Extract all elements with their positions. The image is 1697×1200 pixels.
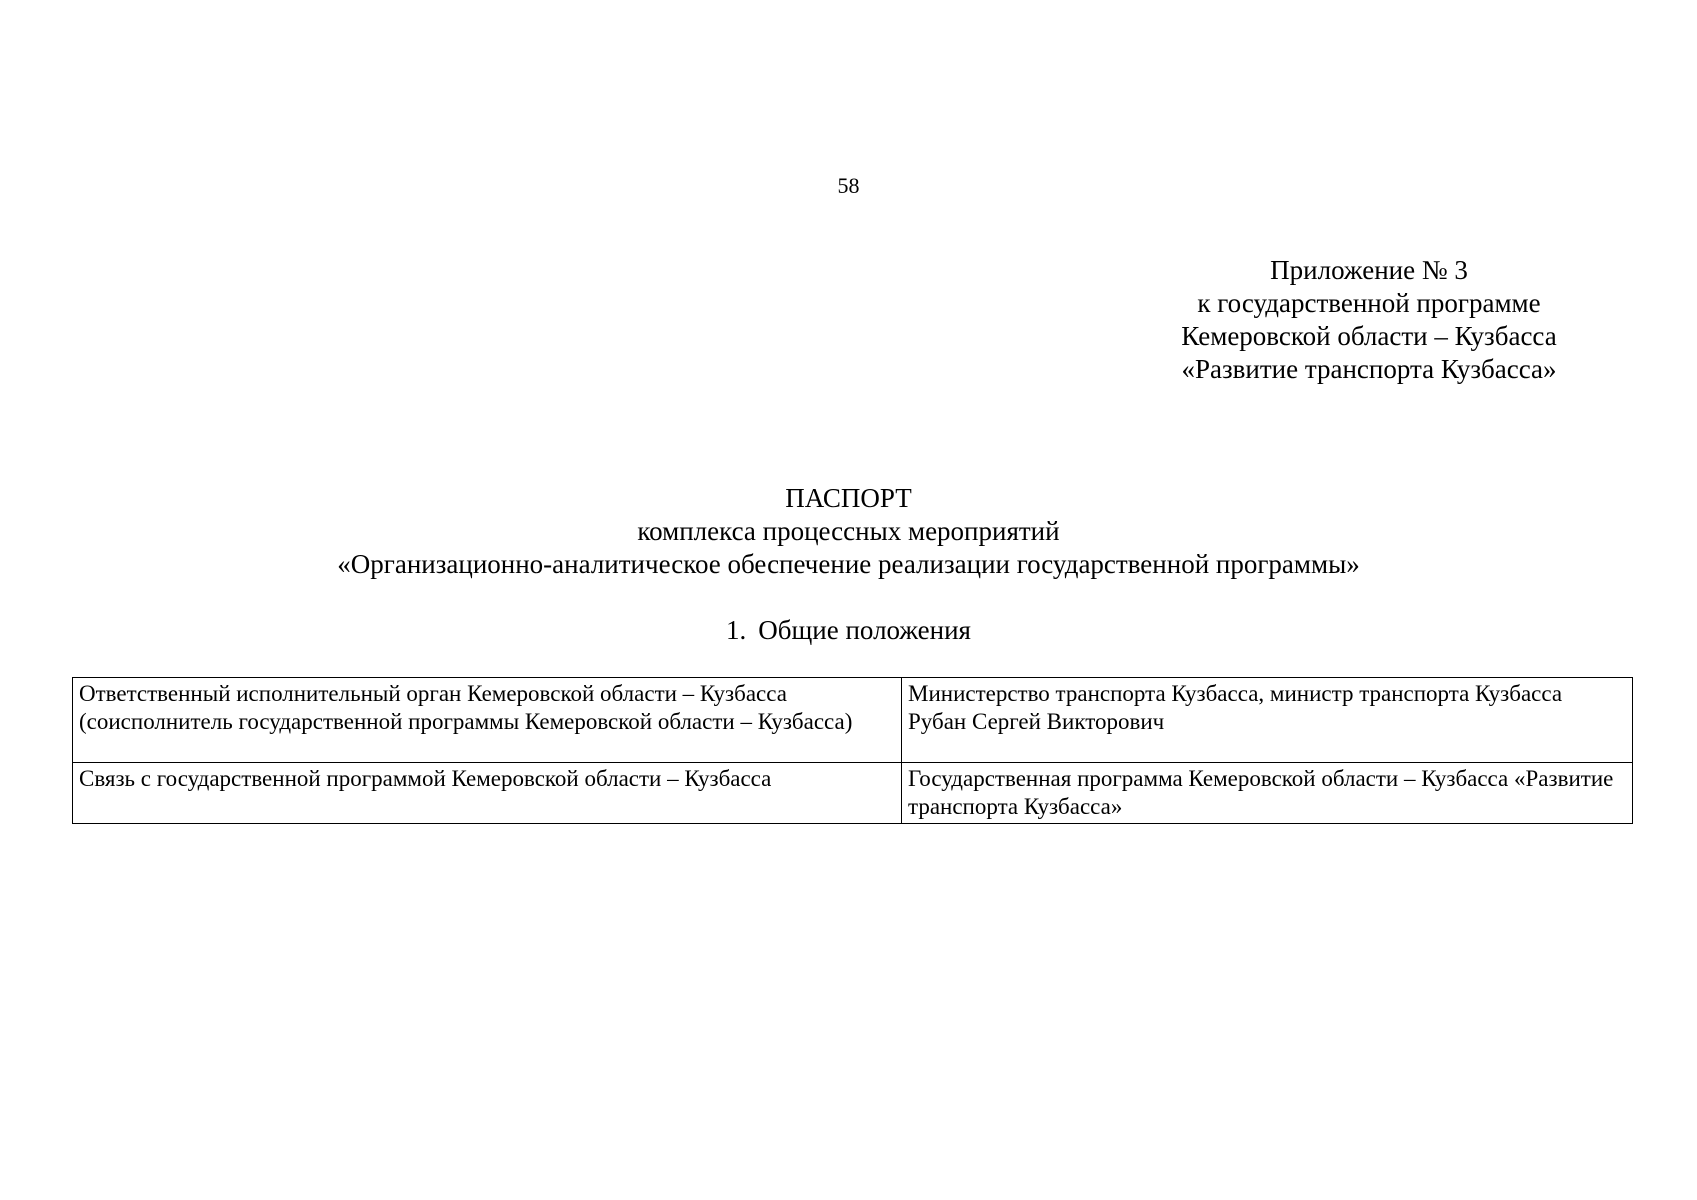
- appendix-line: к государственной программе: [1197, 288, 1541, 318]
- title-subtitle: комплекса процессных мероприятий: [637, 516, 1060, 546]
- page-number: 58: [837, 173, 860, 198]
- appendix-note: [1109, 254, 1629, 386]
- title-program-name: «Организационно-аналитическое обеспечение реализации государственной программы»: [337, 549, 1360, 579]
- document-title: [0, 482, 1697, 581]
- appendix-line: «Развитие транспорта Кузбасса»: [1181, 354, 1557, 384]
- row-label: Ответственный исполнительный орган Кемеровской области – Кузбасса (соисполнитель государственной программы Кемеровской области – Кузбасса): [73, 678, 902, 763]
- row-label: Связь с государственной программой Кемеровской области – Кузбасса: [73, 763, 902, 824]
- section-heading: [0, 614, 1697, 647]
- section-title: Общие положения: [758, 615, 971, 645]
- section-number: 1.: [726, 615, 747, 645]
- appendix-line: Приложение № 3: [1270, 255, 1468, 285]
- title-heading: ПАСПОРТ: [785, 483, 912, 513]
- table-row: [73, 678, 1633, 763]
- row-value: Министерство транспорта Кузбасса, министр транспорта Кузбасса Рубан Сергей Викторович: [902, 678, 1633, 763]
- general-provisions-table: [72, 677, 1633, 824]
- table-row: [73, 763, 1633, 824]
- row-value: Государственная программа Кемеровской области – Кузбасса «Развитие транспорта Кузбасса»: [902, 763, 1633, 824]
- appendix-line: Кемеровской области – Кузбасса: [1181, 321, 1557, 351]
